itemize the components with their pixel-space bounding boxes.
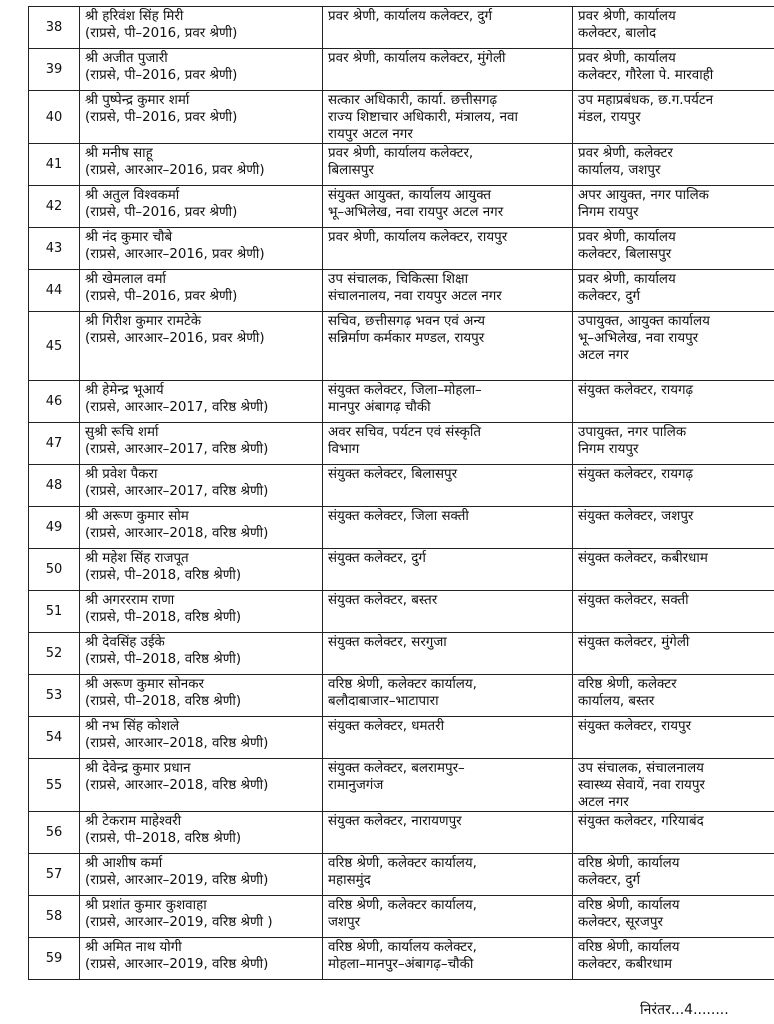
officer-cell [80,507,323,549]
table-row [29,717,774,759]
current-posting-line: वरिष्ठ श्रेणी, कलेक्टर कार्यालय, [328,898,477,913]
new-posting [573,49,774,91]
current-posting [323,49,573,91]
officer-name: श्री हेमेन्द्र भूआर्य [85,383,164,398]
officer-cell [80,549,323,591]
table-row [29,228,774,270]
serial-number: 53 [29,675,80,717]
serial-number: 42 [29,186,80,228]
current-posting [323,717,573,759]
new-posting-line: प्रवर श्रेणी, कलेक्टर [578,146,673,161]
officer-cell [80,312,323,381]
officer-name: श्री नंद कुमार चौबे [85,230,173,245]
officer-name: श्री मनीष साहू [85,146,153,161]
new-posting-line: कलेक्टर, दुर्ग [578,873,641,888]
new-posting [573,144,774,186]
new-posting [573,91,774,144]
new-posting-line: संयुक्त कलेक्टर, रायगढ़ [578,467,694,482]
officer-service-detail: (राप्रसे, पी–2018, वरिष्ठ श्रेणी) [85,568,242,583]
current-posting [323,186,573,228]
officer-name: श्री देवेन्द्र कुमार प्रधान [85,761,191,776]
new-posting-line: संयुक्त कलेक्टर, कबीरधाम [578,551,708,566]
new-posting-line: अटल नगर [578,348,629,363]
current-posting [323,312,573,381]
officer-service-detail: (राप्रसे, पी–2018, वरिष्ठ श्रेणी) [85,831,242,846]
officer-name: श्री पुष्पेन्द्र कुमार शर्मा [85,93,190,108]
officer-cell [80,423,323,465]
officer-service-detail: (राप्रसे, आरआर–2019, वरिष्ठ श्रेणी) [85,957,269,972]
new-posting-line: अपर आयुक्त, नगर पालिक [578,188,709,203]
new-posting [573,549,774,591]
new-posting [573,312,774,381]
table-row [29,381,774,423]
officer-name: श्री अजीत पुजारी [85,51,168,66]
current-posting-line: संयुक्त कलेक्टर, जिला सक्ती [328,509,469,524]
new-posting-line: कार्यालय, बस्तर [578,694,655,709]
new-posting-line: उपायुक्त, आयुक्त कार्यालय [578,314,710,329]
table-row [29,549,774,591]
officer-cell [80,717,323,759]
new-posting-line: उप संचालक, संचालनालय [578,761,704,776]
officer-cell [80,896,323,938]
serial-number: 58 [29,896,80,938]
current-posting-line: वरिष्ठ श्रेणी, कलेक्टर कार्यालय, [328,677,477,692]
serial-number: 51 [29,591,80,633]
officer-name: सुश्री रूचि शर्मा [85,425,159,440]
current-posting [323,812,573,854]
current-posting-line: मानपुर अंबागढ़ चौकी [328,400,431,415]
new-posting [573,228,774,270]
table-row [29,7,774,49]
current-posting-line: जशपुर [328,915,361,930]
current-posting [323,465,573,507]
new-posting [573,381,774,423]
current-posting-line: संयुक्त कलेक्टर, बलरामपुर– [328,761,465,776]
new-posting-line: उपायुक्त, नगर पालिक [578,425,687,440]
new-posting-line: संयुक्त कलेक्टर, जशपुर [578,509,694,524]
officer-name: श्री गिरीश कुमार रामटेके [85,314,201,329]
new-posting-line: संयुक्त कलेक्टर, रायगढ़ [578,383,694,398]
officer-cell [80,759,323,812]
current-posting [323,896,573,938]
new-posting-line: निगम रायपुर [578,205,639,220]
new-posting-line: अटल नगर [578,795,629,810]
current-posting-line: संयुक्त आयुक्त, कार्यालय आयुक्त [328,188,492,203]
table-row [29,465,774,507]
current-posting-line: संयुक्त कलेक्टर, नारायणपुर [328,814,462,829]
officer-cell [80,812,323,854]
officer-service-detail: (राप्रसे, आरआर–2019, वरिष्ठ श्रेणी) [85,873,269,888]
current-posting-line: विभाग [328,442,360,457]
new-posting-line: कलेक्टर, बिलासपुर [578,247,672,262]
table-row [29,270,774,312]
new-posting-line: कलेक्टर, गौरेला पे. मारवाही [578,68,714,83]
officer-name: श्री प्रशांत कुमार कुशवाहा [85,898,207,913]
current-posting [323,633,573,675]
new-posting [573,717,774,759]
officer-service-detail: (राप्रसे, आरआर–2019, वरिष्ठ श्रेणी ) [85,915,273,930]
officer-service-detail: (राप्रसे, पी–2018, वरिष्ठ श्रेणी) [85,652,242,667]
new-posting [573,675,774,717]
current-posting-line: भू–अभिलेख, नवा रायपुर अटल नगर [328,205,504,220]
serial-number: 43 [29,228,80,270]
officer-service-detail: (राप्रसे, आरआर–2018, वरिष्ठ श्रेणी) [85,736,269,751]
new-posting [573,465,774,507]
new-posting-line: संयुक्त कलेक्टर, मुंगेली [578,635,690,650]
current-posting-line: वरिष्ठ श्रेणी, कलेक्टर कार्यालय, [328,856,477,871]
table-row [29,91,774,144]
serial-number: 44 [29,270,80,312]
table-row [29,633,774,675]
new-posting [573,423,774,465]
new-posting-line: स्वास्थ्य सेवायें, नवा रायपुर [578,778,705,793]
officer-service-detail: (राप्रसे, आरआर–2016, प्रवर श्रेणी) [85,331,265,346]
officer-cell [80,7,323,49]
new-posting-line: संयुक्त कलेक्टर, रायपुर [578,719,692,734]
table-body [29,7,774,980]
current-posting-line: अवर सचिव, पर्यटन एवं संस्कृति [328,425,481,440]
officer-name: श्री अमित नाथ योगी [85,940,182,955]
current-posting-line: सत्कार अधिकारी, कार्या. छत्तीसगढ़ [328,93,498,108]
officer-cell [80,938,323,980]
current-posting-line: उप संचालक, चिकित्सा शिक्षा [328,272,469,287]
new-posting-line: प्रवर श्रेणी, कार्यालय [578,230,676,245]
new-posting [573,854,774,896]
current-posting [323,854,573,896]
new-posting-line: वरिष्ठ श्रेणी, कार्यालय [578,940,680,955]
current-posting [323,938,573,980]
current-posting-line: रामानुजगंज [328,778,384,793]
table-row [29,312,774,381]
current-posting [323,675,573,717]
serial-number: 48 [29,465,80,507]
serial-number: 57 [29,854,80,896]
new-posting [573,591,774,633]
serial-number: 55 [29,759,80,812]
serial-number: 45 [29,312,80,381]
new-posting-line: वरिष्ठ श्रेणी, कार्यालय [578,856,680,871]
current-posting-line: मोहला–मानपुर–अंबागढ़–चौकी [328,957,474,972]
officer-name: श्री हरिवंश सिंह मिरी [85,9,184,24]
officer-service-detail: (राप्रसे, आरआर–2016, प्रवर श्रेणी) [85,247,265,262]
current-posting-line: प्रवर श्रेणी, कार्यालय कलेक्टर, मुंगेली [328,51,506,66]
current-posting-line: संचालनालय, नवा रायपुर अटल नगर [328,289,502,304]
officer-cell [80,49,323,91]
new-posting [573,186,774,228]
officer-name: श्री देवसिंह उईके [85,635,165,650]
new-posting-line: प्रवर श्रेणी, कार्यालय [578,51,676,66]
current-posting-line: रायपुर अटल नगर [328,127,413,142]
new-posting-line: वरिष्ठ श्रेणी, कार्यालय [578,898,680,913]
serial-number: 52 [29,633,80,675]
officer-service-detail: (राप्रसे, पी–2016, प्रवर श्रेणी) [85,68,238,83]
serial-number: 59 [29,938,80,980]
serial-number: 50 [29,549,80,591]
officer-name: श्री खेमलाल वर्मा [85,272,166,287]
new-posting-line: वरिष्ठ श्रेणी, कलेक्टर [578,677,677,692]
new-posting-line: संयुक्त कलेक्टर, सक्ती [578,593,689,608]
current-posting-line: बलौदाबाजार–भाटापारा [328,694,439,709]
new-posting [573,896,774,938]
current-posting [323,423,573,465]
serial-number: 39 [29,49,80,91]
new-posting-line: कलेक्टर, दुर्ग [578,289,641,304]
officer-cell [80,465,323,507]
table-row [29,49,774,91]
table-row [29,507,774,549]
new-posting-line: उप महाप्रबंधक, छ.ग.पर्यटन [578,93,714,108]
officer-service-detail: (राप्रसे, पी–2016, प्रवर श्रेणी) [85,205,238,220]
officer-cell [80,675,323,717]
officer-name: श्री प्रवेश पैकरा [85,467,158,482]
serial-number: 40 [29,91,80,144]
current-posting [323,144,573,186]
new-posting [573,270,774,312]
table-row [29,896,774,938]
table-row [29,938,774,980]
serial-number: 46 [29,381,80,423]
officer-cell [80,633,323,675]
officer-name: श्री अतुल विश्वकर्मा [85,188,180,203]
serial-number: 38 [29,7,80,49]
new-posting-line: निगम रायपुर [578,442,639,457]
serial-number: 47 [29,423,80,465]
officer-service-detail: (राप्रसे, आरआर–2018, वरिष्ठ श्रेणी) [85,778,269,793]
officer-name: श्री आशीष कर्मा [85,856,163,871]
current-posting-line: सचिव, छत्तीसगढ़ भवन एवं अन्य [328,314,486,329]
officer-service-detail: (राप्रसे, आरआर–2016, प्रवर श्रेणी) [85,163,265,178]
current-posting-line: प्रवर श्रेणी, कार्यालय कलेक्टर, रायपुर [328,230,508,245]
officer-name: श्री अरूण कुमार सोनकर [85,677,204,692]
current-posting-line: संयुक्त कलेक्टर, जिला–मोहला– [328,383,482,398]
new-posting-line: कलेक्टर, कबीरधाम [578,957,672,972]
current-posting-line: संयुक्त कलेक्टर, धमतरी [328,719,445,734]
new-posting-line: कलेक्टर, सूरजपुर [578,915,663,930]
current-posting-line: प्रवर श्रेणी, कार्यालय कलेक्टर, दुर्ग [328,9,493,24]
new-posting [573,812,774,854]
officer-service-detail: (राप्रसे, पी–2016, प्रवर श्रेणी) [85,26,238,41]
current-posting [323,507,573,549]
table-row [29,675,774,717]
officer-service-detail: (राप्रसे, पी–2018, वरिष्ठ श्रेणी) [85,610,242,625]
new-posting [573,7,774,49]
table-row [29,812,774,854]
current-posting-line: राज्य शिष्टाचार अधिकारी, मंत्रालय, नवा [328,110,518,125]
officer-cell [80,854,323,896]
table-row [29,759,774,812]
current-posting [323,591,573,633]
current-posting [323,549,573,591]
serial-number: 54 [29,717,80,759]
current-posting-line: वरिष्ठ श्रेणी, कार्यालय कलेक्टर, [328,940,477,955]
officer-name: श्री नभ सिंह कोशले [85,719,180,734]
current-posting-line: संयुक्त कलेक्टर, सरगुजा [328,635,447,650]
current-posting-line: संयुक्त कलेक्टर, बस्तर [328,593,438,608]
serial-number: 56 [29,812,80,854]
officer-name: श्री अरूण कुमार सोम [85,509,189,524]
new-posting-line: मंडल, रायपुर [578,110,641,125]
officer-service-detail: (राप्रसे, आरआर–2017, वरिष्ठ श्रेणी) [85,400,269,415]
current-posting [323,91,573,144]
officer-service-detail: (राप्रसे, पी–2016, प्रवर श्रेणी) [85,110,238,125]
officer-service-detail: (राप्रसे, पी–2018, वरिष्ठ श्रेणी) [85,694,242,709]
transfer-table [28,6,774,980]
current-posting-line: बिलासपुर [328,163,374,178]
officer-cell [80,381,323,423]
current-posting [323,759,573,812]
new-posting-line: प्रवर श्रेणी, कार्यालय [578,9,676,24]
new-posting [573,759,774,812]
table-row [29,423,774,465]
officer-cell [80,270,323,312]
current-posting [323,7,573,49]
new-posting [573,507,774,549]
table-row [29,591,774,633]
current-posting-line: प्रवर श्रेणी, कार्यालय कलेक्टर, [328,146,474,161]
officer-cell [80,591,323,633]
officer-service-detail: (राप्रसे, आरआर–2017, वरिष्ठ श्रेणी) [85,442,269,457]
continuation-note: निरंतर...4........ [640,1002,729,1018]
serial-number: 49 [29,507,80,549]
current-posting-line: संयुक्त कलेक्टर, दुर्ग [328,551,426,566]
officer-name: श्री अगररराम राणा [85,593,175,608]
officer-service-detail: (राप्रसे, पी–2016, प्रवर श्रेणी) [85,289,238,304]
new-posting [573,633,774,675]
current-posting-line: महासमुंद [328,873,371,888]
officer-cell [80,144,323,186]
table-row [29,854,774,896]
officer-cell [80,186,323,228]
current-posting [323,228,573,270]
officer-cell [80,91,323,144]
new-posting-line: भू–अभिलेख, नवा रायपुर [578,331,699,346]
officer-service-detail: (राप्रसे, आरआर–2018, वरिष्ठ श्रेणी) [85,526,269,541]
officer-cell [80,228,323,270]
new-posting-line: संयुक्त कलेक्टर, गरियाबंद [578,814,704,829]
officer-name: श्री महेश सिंह राजपूत [85,551,189,566]
serial-number: 41 [29,144,80,186]
current-posting-line: सन्निर्माण कर्मकार मण्डल, रायपुर [328,331,485,346]
new-posting-line: कलेक्टर, बालोद [578,26,657,41]
new-posting [573,938,774,980]
officer-service-detail: (राप्रसे, आरआर–2017, वरिष्ठ श्रेणी) [85,484,269,499]
table-row [29,186,774,228]
new-posting-line: कार्यालय, जशपुर [578,163,661,178]
current-posting [323,270,573,312]
officer-name: श्री टेकराम माहेश्वरी [85,814,182,829]
new-posting-line: प्रवर श्रेणी, कार्यालय [578,272,676,287]
table-row [29,144,774,186]
current-posting [323,381,573,423]
current-posting-line: संयुक्त कलेक्टर, बिलासपुर [328,467,458,482]
